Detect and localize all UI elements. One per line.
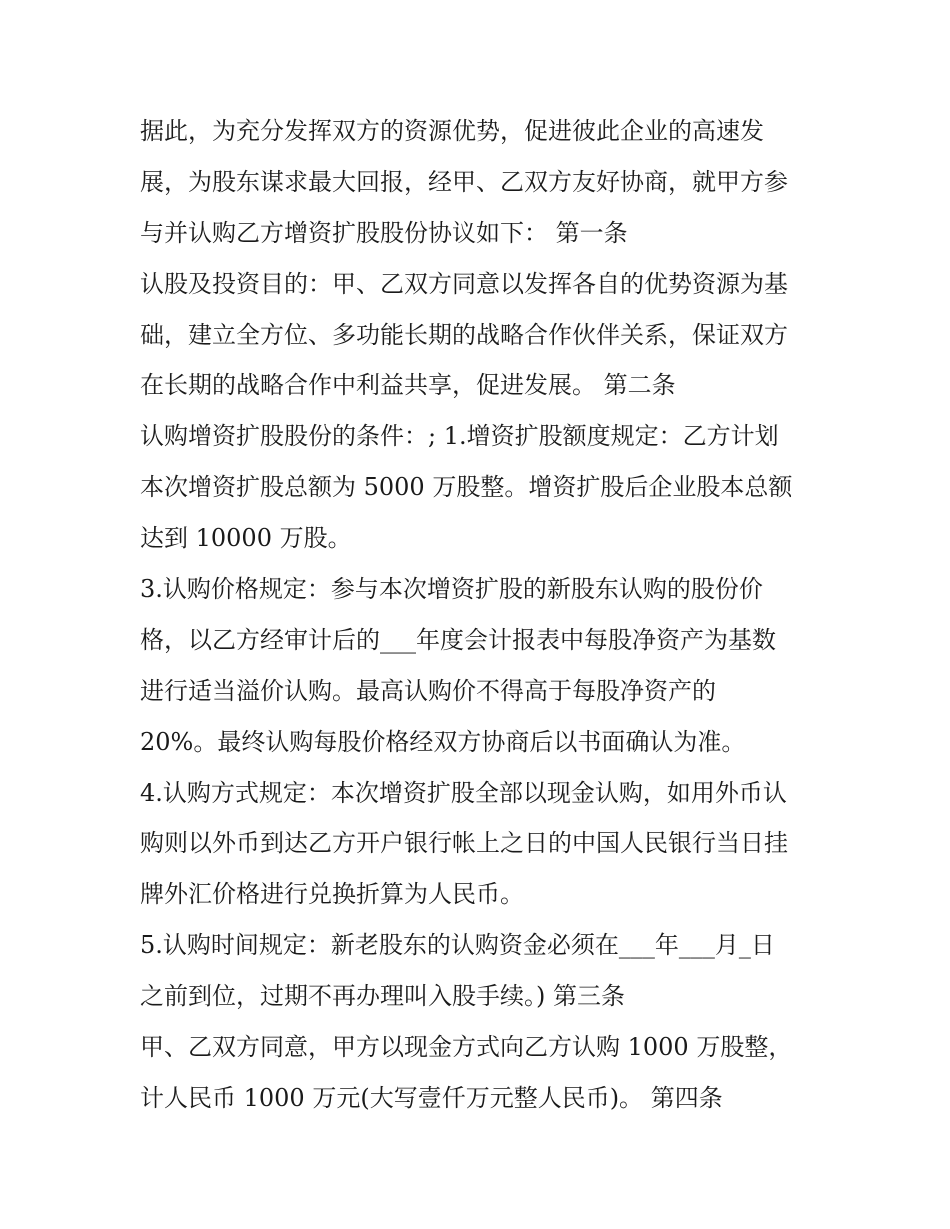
text-line: 5.认购时间规定：新老股东的认购资金必须在___年___月_日 [140, 931, 775, 960]
text-line: 购则以外币到达乙方开户银行帐上之日的中国人民银行当日挂 [140, 829, 788, 858]
text-line: 甲、乙双方同意，甲方以现金方式向乙方认购 1000 万股整， [140, 1033, 793, 1062]
document-body [140, 106, 820, 1124]
text-line: 格，以乙方经审计后的___年度会计报表中每股净资产为基数 [140, 625, 776, 654]
text-line: 20%。最终认购每股价格经双方协商后以书面确认为准。 [140, 727, 746, 756]
text-line: 计人民币 1000 万元(大写壹仟万元整人民币)。 第四条 [140, 1083, 723, 1112]
text-line: 进行适当溢价认购。最高认购价不得高于每股净资产的 [140, 676, 716, 705]
text-line: 之前到位，过期不再办理叫入股手续。) 第三条 [140, 982, 625, 1011]
text-line: 达到 10000 万股。 [140, 524, 352, 553]
text-line: 认购增资扩股股份的条件：; 1.增资扩股额度规定：乙方计划 [140, 422, 779, 451]
text-line: 与并认购乙方增资扩股股份协议如下： 第一条 [140, 218, 628, 247]
text-line: 础，建立全方位、多功能长期的战略合作伙伴关系，保证双方 [140, 320, 788, 349]
text-line: 在长期的战略合作中利益共享，促进发展。 第二条 [140, 371, 676, 400]
text-line: 4.认购方式规定：本次增资扩股全部以现金认购，如用外币认 [140, 778, 787, 807]
text-line: 牌外汇价格进行兑换折算为人民币。 [140, 880, 524, 909]
text-line: 认股及投资目的：甲、乙双方同意以发挥各自的优势资源为基 [140, 269, 788, 298]
text-line: 展，为股东谋求最大回报，经甲、乙双方友好协商，就甲方参 [140, 167, 788, 196]
text-line: 据此，为充分发挥双方的资源优势，促进彼此企业的高速发 [140, 117, 764, 145]
text-line: 3.认购价格规定：参与本次增资扩股的新股东认购的股份价 [140, 575, 763, 604]
text-line: 本次增资扩股总额为 5000 万股整。增资扩股后企业股本总额 [140, 473, 793, 502]
